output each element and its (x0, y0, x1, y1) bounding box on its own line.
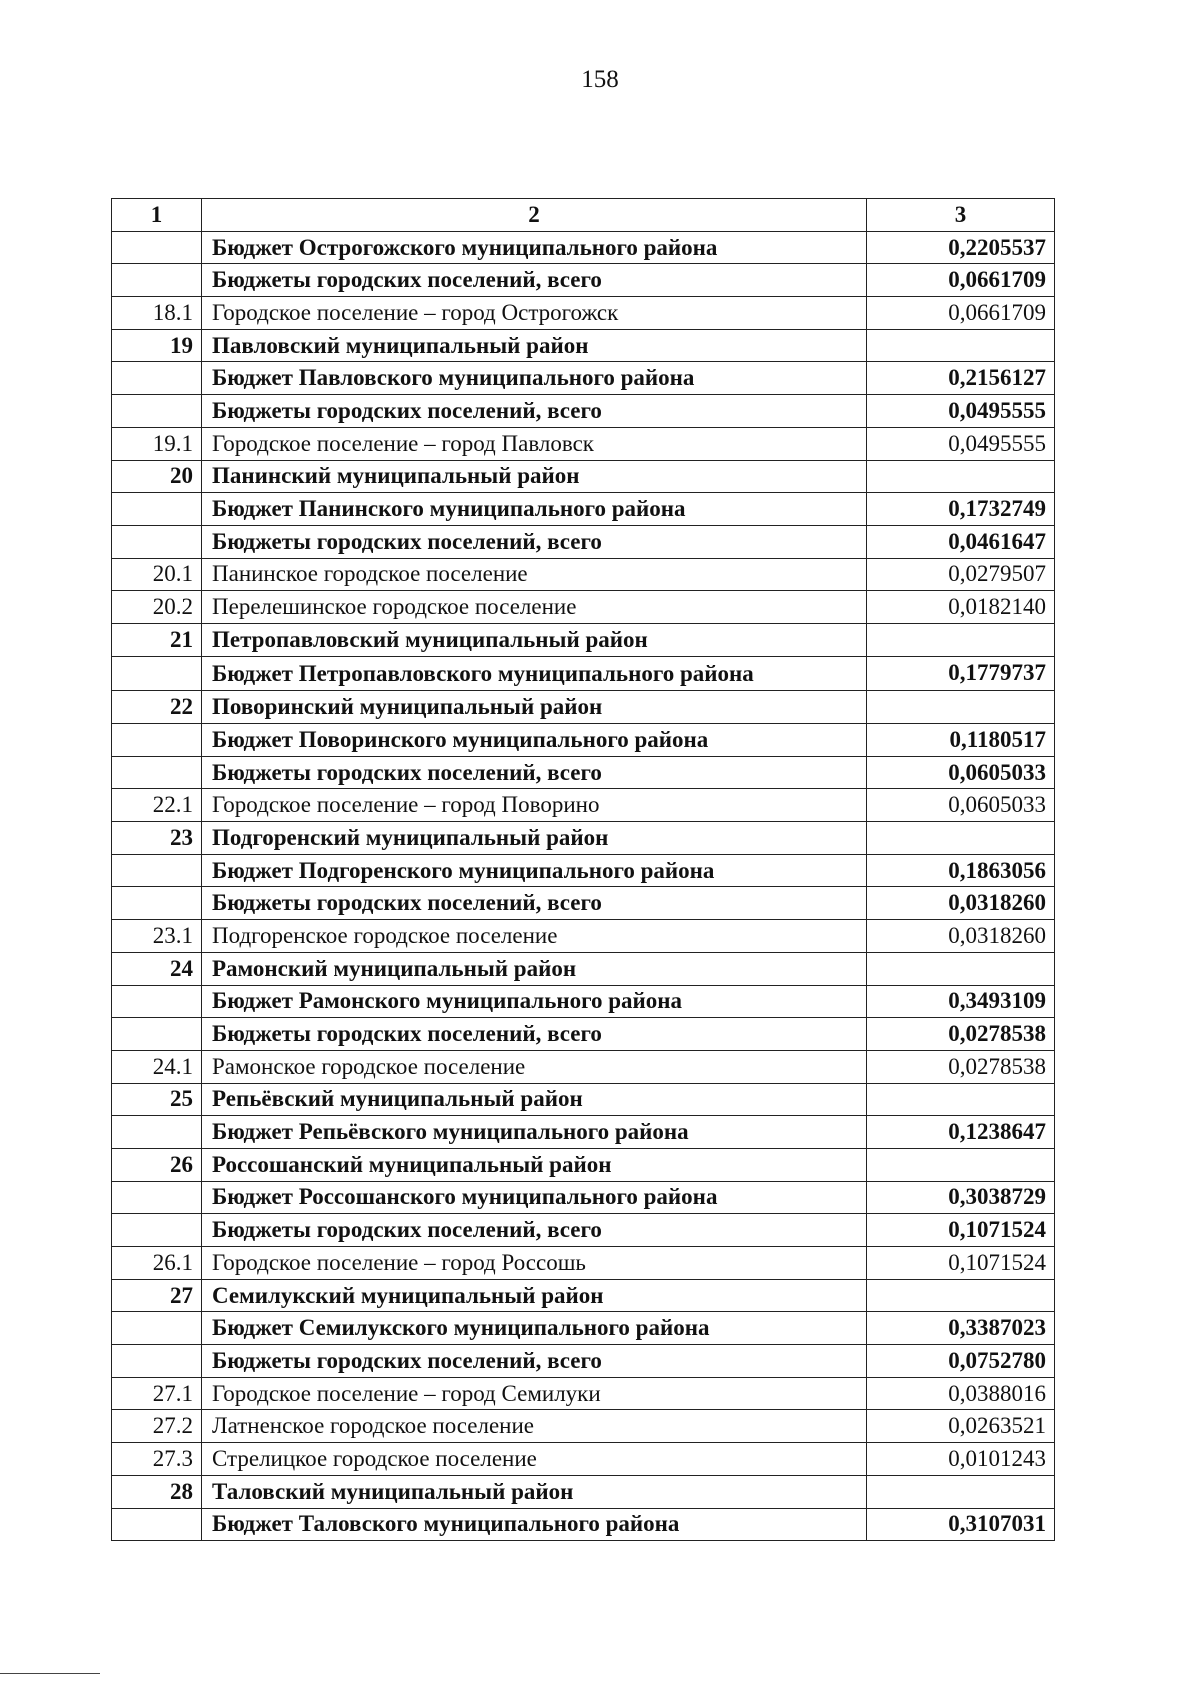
table-row (112, 427, 1055, 460)
row-name-cell: Бюджеты городских поселений, всего (202, 756, 867, 789)
row-value-cell: 0,1180517 (867, 724, 1055, 757)
row-number-cell: 28 (112, 1475, 202, 1508)
row-number-cell (112, 1181, 202, 1214)
table-header-row (112, 199, 1055, 232)
row-number-cell (112, 1116, 202, 1149)
row-name-cell: Поворинский муниципальный район (202, 691, 867, 724)
row-number-cell: 20.2 (112, 591, 202, 624)
table-row (112, 789, 1055, 822)
table-row (112, 656, 1055, 691)
row-value-cell: 0,0388016 (867, 1377, 1055, 1410)
table-row (112, 724, 1055, 757)
row-number-cell: 23.1 (112, 920, 202, 953)
row-number-cell: 24.1 (112, 1050, 202, 1083)
row-number-cell: 19.1 (112, 427, 202, 460)
row-value-cell: 0,2205537 (867, 231, 1055, 264)
row-value-cell: 0,0263521 (867, 1410, 1055, 1443)
row-name-cell: Бюджет Репьёвского муниципального района (202, 1116, 867, 1149)
row-number-cell: 19 (112, 329, 202, 362)
row-value-cell: 0,3107031 (867, 1508, 1055, 1541)
table-row (112, 460, 1055, 493)
row-name-cell: Бюджет Поворинского муниципального района (202, 724, 867, 757)
footer-divider (0, 1673, 100, 1674)
table-row (112, 920, 1055, 953)
table-row (112, 1377, 1055, 1410)
table-row (112, 1312, 1055, 1345)
row-value-cell (867, 329, 1055, 362)
row-value-cell (867, 1475, 1055, 1508)
table-row (112, 854, 1055, 887)
row-number-cell: 27 (112, 1279, 202, 1312)
column-header-2: 2 (202, 199, 867, 232)
row-value-cell (867, 1083, 1055, 1116)
budget-table-container (111, 198, 1054, 1541)
row-name-cell: Бюджет Семилукского муниципального района (202, 1312, 867, 1345)
row-name-cell: Перелешинское городское поселение (202, 591, 867, 624)
table-row (112, 493, 1055, 526)
table-row (112, 1345, 1055, 1378)
row-name-cell: Бюджет Острогожского муниципального района (202, 231, 867, 264)
row-name-cell: Россошанский муниципальный район (202, 1148, 867, 1181)
row-number-cell (112, 231, 202, 264)
row-name-cell: Рамонское городское поселение (202, 1050, 867, 1083)
row-value-cell: 0,0605033 (867, 789, 1055, 822)
row-value-cell: 0,3493109 (867, 985, 1055, 1018)
table-row (112, 1508, 1055, 1541)
row-name-cell: Подгоренский муниципальный район (202, 822, 867, 855)
row-number-cell (112, 854, 202, 887)
row-value-cell: 0,0461647 (867, 525, 1055, 558)
row-value-cell (867, 952, 1055, 985)
row-value-cell: 0,0605033 (867, 756, 1055, 789)
row-name-cell: Бюджет Панинского муниципального района (202, 493, 867, 526)
row-value-cell: 0,2156127 (867, 362, 1055, 395)
row-value-cell: 0,3387023 (867, 1312, 1055, 1345)
table-row (112, 952, 1055, 985)
row-number-cell (112, 395, 202, 428)
row-value-cell (867, 1279, 1055, 1312)
row-number-cell (112, 724, 202, 757)
table-row (112, 297, 1055, 330)
row-value-cell: 0,0182140 (867, 591, 1055, 624)
row-number-cell: 20 (112, 460, 202, 493)
table-row (112, 1018, 1055, 1051)
row-number-cell: 25 (112, 1083, 202, 1116)
table-row (112, 264, 1055, 297)
table-row (112, 1247, 1055, 1280)
table-row (112, 1279, 1055, 1312)
table-row (112, 329, 1055, 362)
row-value-cell (867, 460, 1055, 493)
table-row (112, 822, 1055, 855)
table-row (112, 231, 1055, 264)
row-name-cell: Рамонский муниципальный район (202, 952, 867, 985)
table-row (112, 525, 1055, 558)
row-name-cell: Бюджет Таловского муниципального района (202, 1508, 867, 1541)
row-name-cell: Городское поселение – город Острогожск (202, 297, 867, 330)
row-name-cell: Бюджет Россошанского муниципального района (202, 1181, 867, 1214)
row-name-cell: Павловский муниципальный район (202, 329, 867, 362)
row-name-cell: Городское поселение – город Россошь (202, 1247, 867, 1280)
row-value-cell: 0,0279507 (867, 558, 1055, 591)
row-name-cell: Бюджет Петропавловского муниципального района (202, 656, 867, 691)
row-name-cell: Таловский муниципальный район (202, 1475, 867, 1508)
row-value-cell: 0,1238647 (867, 1116, 1055, 1149)
row-name-cell: Подгоренское городское поселение (202, 920, 867, 953)
row-number-cell: 21 (112, 623, 202, 656)
row-number-cell (112, 362, 202, 395)
row-number-cell: 22.1 (112, 789, 202, 822)
table-row (112, 395, 1055, 428)
row-value-cell: 0,0752780 (867, 1345, 1055, 1378)
table-row (112, 1214, 1055, 1247)
row-value-cell: 0,0318260 (867, 920, 1055, 953)
row-name-cell: Бюджеты городских поселений, всего (202, 887, 867, 920)
row-number-cell (112, 1508, 202, 1541)
row-value-cell (867, 623, 1055, 656)
row-value-cell: 0,0101243 (867, 1443, 1055, 1476)
table-row (112, 1475, 1055, 1508)
column-header-1: 1 (112, 199, 202, 232)
row-number-cell (112, 1214, 202, 1247)
row-number-cell: 18.1 (112, 297, 202, 330)
row-value-cell: 0,1779737 (867, 656, 1055, 691)
row-name-cell: Бюджеты городских поселений, всего (202, 1345, 867, 1378)
row-name-cell: Семилукский муниципальный район (202, 1279, 867, 1312)
row-number-cell (112, 985, 202, 1018)
row-name-cell: Городское поселение – город Поворино (202, 789, 867, 822)
row-number-cell (112, 1345, 202, 1378)
table-row (112, 1148, 1055, 1181)
row-value-cell (867, 691, 1055, 724)
table-row (112, 985, 1055, 1018)
row-number-cell (112, 525, 202, 558)
row-value-cell (867, 822, 1055, 855)
table-row (112, 1116, 1055, 1149)
row-number-cell: 27.1 (112, 1377, 202, 1410)
row-name-cell: Бюджет Павловского муниципального района (202, 362, 867, 395)
row-value-cell: 0,3038729 (867, 1181, 1055, 1214)
row-number-cell: 24 (112, 952, 202, 985)
column-header-3: 3 (867, 199, 1055, 232)
row-number-cell: 20.1 (112, 558, 202, 591)
row-name-cell: Латненское городское поселение (202, 1410, 867, 1443)
row-name-cell: Городское поселение – город Павловск (202, 427, 867, 460)
row-number-cell: 27.2 (112, 1410, 202, 1443)
row-value-cell: 0,0661709 (867, 297, 1055, 330)
row-value-cell: 0,0278538 (867, 1018, 1055, 1051)
row-number-cell: 22 (112, 691, 202, 724)
row-number-cell (112, 887, 202, 920)
row-number-cell (112, 493, 202, 526)
table-row (112, 591, 1055, 624)
row-value-cell: 0,1732749 (867, 493, 1055, 526)
row-value-cell: 0,0495555 (867, 395, 1055, 428)
row-number-cell (112, 1312, 202, 1345)
row-name-cell: Петропавловский муниципальный район (202, 623, 867, 656)
table-row (112, 1410, 1055, 1443)
table-row (112, 362, 1055, 395)
row-name-cell: Бюджеты городских поселений, всего (202, 1214, 867, 1247)
row-name-cell: Бюджеты городских поселений, всего (202, 395, 867, 428)
table-row (112, 691, 1055, 724)
row-number-cell (112, 656, 202, 691)
row-number-cell: 26.1 (112, 1247, 202, 1280)
table-row (112, 1181, 1055, 1214)
row-name-cell: Стрелицкое городское поселение (202, 1443, 867, 1476)
row-number-cell (112, 756, 202, 789)
row-number-cell: 26 (112, 1148, 202, 1181)
row-value-cell: 0,0661709 (867, 264, 1055, 297)
row-number-cell (112, 264, 202, 297)
row-number-cell (112, 1018, 202, 1051)
row-value-cell: 0,0278538 (867, 1050, 1055, 1083)
table-row (112, 1443, 1055, 1476)
page-number: 158 (581, 66, 619, 93)
row-name-cell: Панинский муниципальный район (202, 460, 867, 493)
row-value-cell: 0,1071524 (867, 1247, 1055, 1280)
row-name-cell: Городское поселение – город Семилуки (202, 1377, 867, 1410)
row-number-cell: 27.3 (112, 1443, 202, 1476)
row-value-cell: 0,0318260 (867, 887, 1055, 920)
table-row (112, 1083, 1055, 1116)
table-row (112, 887, 1055, 920)
row-name-cell: Бюджет Рамонского муниципального района (202, 985, 867, 1018)
row-value-cell: 0,1863056 (867, 854, 1055, 887)
budget-distribution-table (111, 198, 1055, 1541)
table-row (112, 623, 1055, 656)
row-name-cell: Бюджеты городских поселений, всего (202, 1018, 867, 1051)
row-number-cell: 23 (112, 822, 202, 855)
row-name-cell: Бюджеты городских поселений, всего (202, 264, 867, 297)
table-row (112, 1050, 1055, 1083)
table-row (112, 756, 1055, 789)
row-value-cell (867, 1148, 1055, 1181)
row-name-cell: Панинское городское поселение (202, 558, 867, 591)
row-name-cell: Бюджеты городских поселений, всего (202, 525, 867, 558)
row-value-cell: 0,1071524 (867, 1214, 1055, 1247)
row-name-cell: Репьёвский муниципальный район (202, 1083, 867, 1116)
table-row (112, 558, 1055, 591)
table-body (112, 231, 1055, 1541)
row-value-cell: 0,0495555 (867, 427, 1055, 460)
row-name-cell: Бюджет Подгоренского муниципального района (202, 854, 867, 887)
